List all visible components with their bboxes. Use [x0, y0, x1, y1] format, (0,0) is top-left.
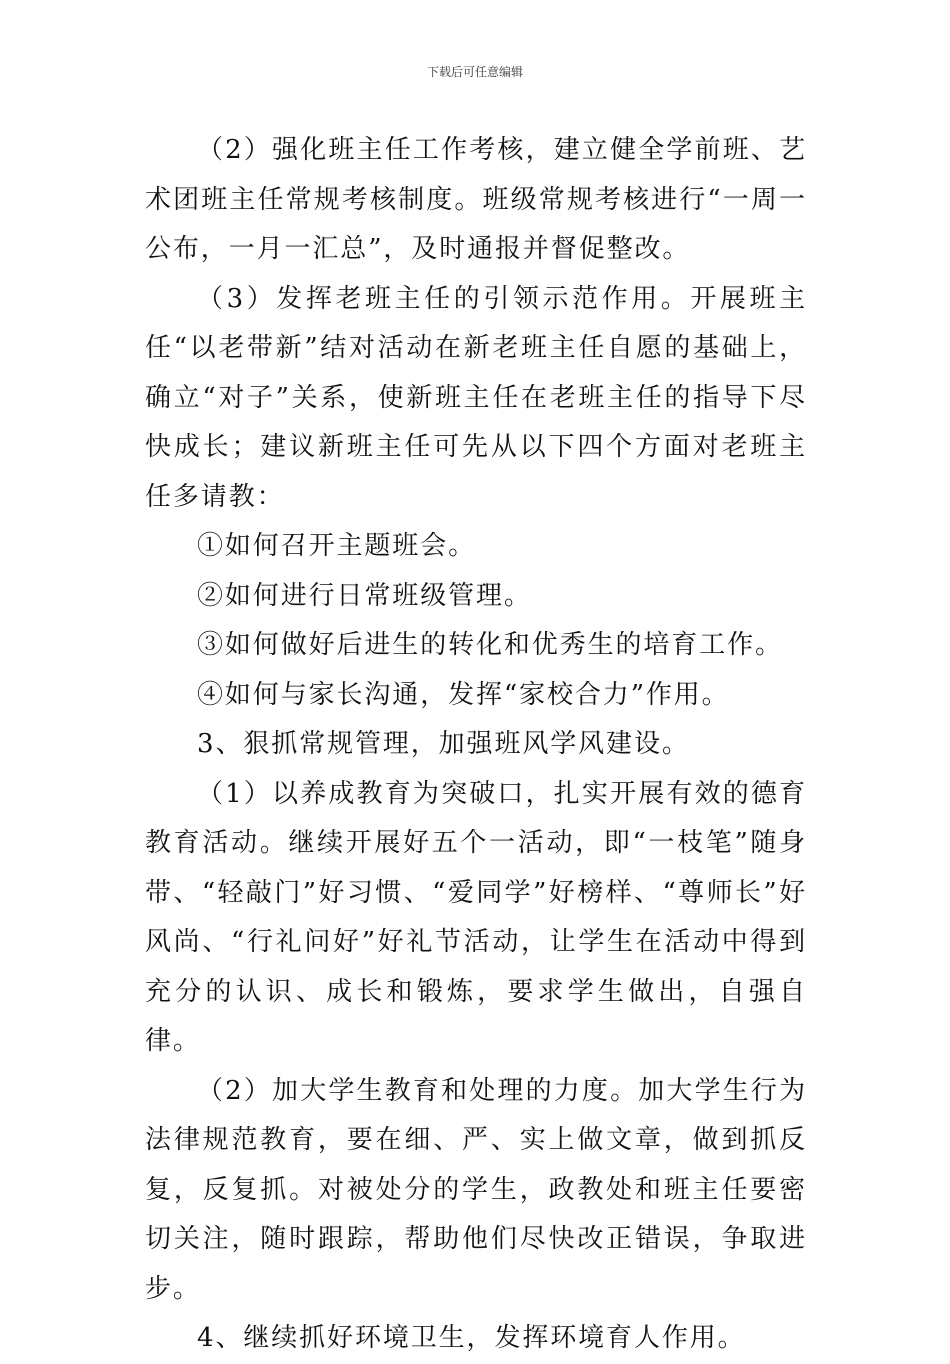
paragraph-habit-education: （1）以养成教育为突破口，扎实开展有效的德育教育活动。继续开展好五个一活动，即“一枝笔”随身带、“轻敲门”好习惯、“爱同学”好榜样、“尊师长”好风尚、“行礼问好”好礼节活动，让学生在活动中得到充分的认识、成长和锻炼，要求学生做出，自强自律。 [145, 778, 807, 1056]
page-header: 下载后可任意编辑 [426, 65, 523, 79]
paragraph-student-discipline: （2）加大学生教育和处理的力度。加大学生行为法律规范教育，要在细、严、实上做文章，做到抓反复，反复抓。对被处分的学生，政教处和班主任要密切关注，随时跟踪，帮助他们尽快改正错误，争取进步。 [145, 1075, 807, 1304]
paragraph-senior-teacher-mentoring: （3）发挥老班主任的引领示范作用。开展班主任“以老带新”结对活动在新老班主任自愿的基础上，确立“对子”关系，使新班主任在老班主任的指导下尽快成长；建议新班主任可先从以下四个方面对老班主任多请教： [145, 283, 807, 512]
paragraph-class-teacher-assessment: （2）强化班主任工作考核，建立健全学前班、艺术团班主任常规考核制度。班级常规考核进行“一周一公布，一月一汇总”，及时通报并督促整改。 [145, 135, 807, 264]
list-item-student-development: ③如何做好后进生的转化和优秀生的培育工作。 [197, 630, 783, 660]
list-item-parent-communication: ④如何与家长沟通，发挥“家校合力”作用。 [197, 679, 730, 710]
section-heading-routine-management: 3、狠抓常规管理，加强班风学风建设。 [197, 729, 690, 759]
document-body [145, 126, 807, 1364]
list-item-theme-meeting: ①如何召开主题班会。 [197, 531, 477, 561]
list-item-daily-management: ②如何进行日常班级管理。 [197, 580, 532, 611]
section-heading-environment-hygiene: 4、继续抓好环境卫生，发挥环境育人作用。 [197, 1323, 746, 1353]
